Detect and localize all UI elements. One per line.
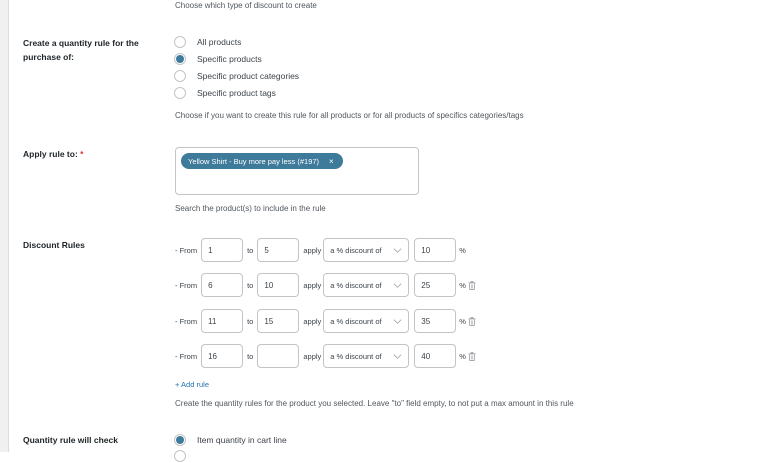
from-label: - From <box>175 316 198 326</box>
apply-label: apply <box>303 316 322 326</box>
to-label: to <box>247 351 254 361</box>
chevron-down-icon <box>393 246 402 255</box>
trash-icon[interactable] <box>468 352 476 361</box>
from-label: - From <box>175 351 198 361</box>
discount-amount-input[interactable]: 25 <box>414 273 456 297</box>
discount-type-value: a % discount of <box>330 280 382 290</box>
from-label: - From <box>175 280 198 290</box>
apply-label: apply <box>303 245 322 255</box>
discount-amount-input[interactable]: 35 <box>414 309 456 333</box>
radio-next-option[interactable] <box>174 449 186 463</box>
to-label: to <box>247 245 254 255</box>
add-rule-link[interactable]: + Add rule <box>175 380 209 389</box>
discount-type-value: a % discount of <box>330 351 382 361</box>
radio-label: Specific product categories <box>197 71 300 81</box>
discount-rule-row <box>175 309 476 333</box>
percent-label: % <box>459 351 466 361</box>
from-quantity-input[interactable]: 11 <box>201 309 243 333</box>
radio-specific-categories[interactable] <box>174 69 299 83</box>
radio-button[interactable] <box>174 36 186 48</box>
discount-rule-row <box>175 238 466 262</box>
discount-type-select[interactable] <box>323 344 409 368</box>
trash-icon[interactable] <box>468 281 476 290</box>
radio-label: Specific product tags <box>197 88 276 98</box>
selected-product-chip <box>181 153 343 169</box>
discount-rules-label: Discount Rules <box>23 240 85 250</box>
discount-type-select[interactable] <box>323 238 409 262</box>
discount-rule-row <box>175 344 476 368</box>
chevron-down-icon <box>393 317 402 326</box>
from-quantity-input[interactable]: 1 <box>201 238 243 262</box>
to-quantity-input[interactable]: 5 <box>257 238 299 262</box>
discount-rules-help: Create the quantity rules for the product you selected. Leave "to" field empty, to not put a max amount in this rule <box>175 399 574 408</box>
rule-check-label: Quantity rule will check <box>23 435 118 445</box>
radio-label: Item quantity in cart line <box>197 435 287 445</box>
apply-rule-label-text: Apply rule to: <box>23 149 78 159</box>
radio-button[interactable] <box>174 434 186 446</box>
radio-item-quantity[interactable] <box>174 433 287 447</box>
radio-label: All products <box>197 37 242 47</box>
quantity-rule-label: Create a quantity rule for the purchase of: <box>23 38 139 62</box>
radio-label: Specific products <box>197 54 262 64</box>
radio-button[interactable] <box>174 53 186 65</box>
from-quantity-input[interactable]: 6 <box>201 273 243 297</box>
discount-type-value: a % discount of <box>330 316 382 326</box>
to-label: to <box>247 280 254 290</box>
chip-label: Yellow Shirt - Buy more pay less (#197) <box>188 156 320 166</box>
required-mark: * <box>80 149 84 159</box>
discount-type-select[interactable] <box>323 309 409 333</box>
from-label: - From <box>175 245 198 255</box>
radio-specific-tags[interactable] <box>174 86 276 100</box>
chevron-down-icon <box>393 281 402 290</box>
discount-type-select[interactable] <box>323 273 409 297</box>
discount-amount-input[interactable]: 10 <box>414 238 456 262</box>
apply-rule-label <box>23 147 83 161</box>
product-search-select[interactable] <box>175 147 419 195</box>
apply-label: apply <box>303 351 322 361</box>
percent-label: % <box>459 316 466 326</box>
discount-type-value: a % discount of <box>330 245 382 255</box>
chevron-down-icon <box>393 352 402 361</box>
to-quantity-input[interactable] <box>257 344 299 368</box>
admin-sidebar-edge <box>0 0 9 452</box>
to-label: to <box>247 316 254 326</box>
radio-button[interactable] <box>174 70 186 82</box>
discount-rule-row <box>175 273 476 297</box>
chip-remove-icon[interactable]: × <box>329 156 334 166</box>
to-quantity-input[interactable]: 15 <box>257 309 299 333</box>
trash-icon[interactable] <box>468 317 476 326</box>
radio-specific-products[interactable] <box>174 52 262 66</box>
apply-rule-help: Search the product(s) to include in the rule <box>175 204 326 213</box>
to-quantity-input[interactable]: 10 <box>257 273 299 297</box>
apply-label: apply <box>303 280 322 290</box>
radio-button[interactable] <box>174 87 186 99</box>
quantity-rule-help: Choose if you want to create this rule for all products or for all products of specifics categories/tags <box>175 111 524 120</box>
discount-amount-input[interactable]: 40 <box>414 344 456 368</box>
percent-label: % <box>459 245 466 255</box>
percent-label: % <box>459 280 466 290</box>
discount-type-help: Choose which type of discount to create <box>175 1 317 10</box>
radio-all-products[interactable] <box>174 35 241 49</box>
from-quantity-input[interactable]: 16 <box>201 344 243 368</box>
